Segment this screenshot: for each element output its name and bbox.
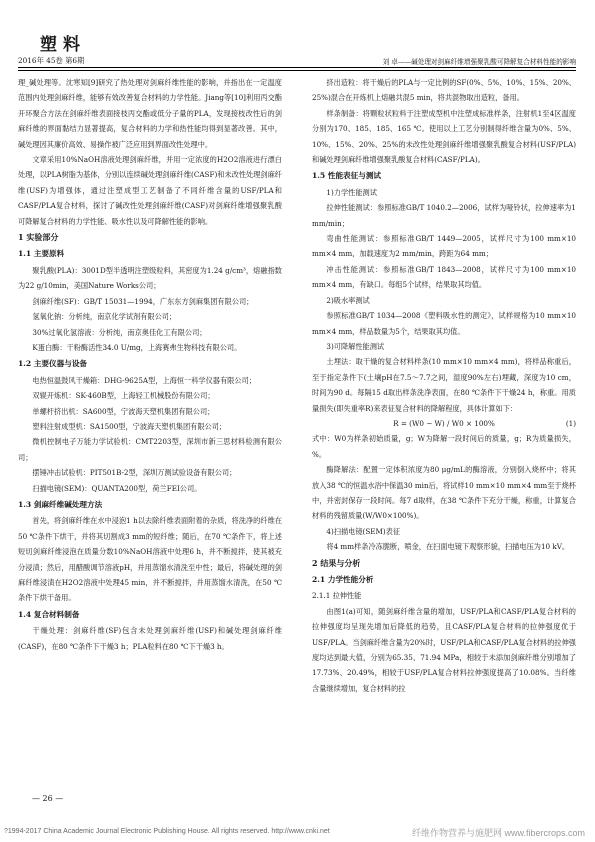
- section-heading: 1.4 复合材料制备: [18, 609, 80, 619]
- paragraph: 双辊开炼机：SK-460B型，上海轻工机械股份有限公司；: [32, 391, 215, 401]
- header-rule-thin: [18, 70, 576, 71]
- paragraph: 将4 mm样条冷冻脆断，喷金，在扫面电镜下观察形貌，扫描电压为10 kV。: [326, 542, 570, 552]
- paragraph: K蛋白酶：干粉酶活性34.0 U/mg，上海赛弗生物科技有限公司。: [32, 342, 242, 352]
- section-heading: 1 实验部分: [18, 232, 59, 243]
- section-heading: 2 结果与分析: [312, 557, 361, 568]
- paragraph: 扫描电镜(SEM)：QUANTA200型，荷兰FEI公司。: [32, 483, 202, 493]
- equation-number: (1): [565, 418, 576, 428]
- paragraph: 冲击性能测试：参照标准GB/T 1843—2008，试样尺寸为100 mm×10 mm×4 mm，有缺口。每组5个试样，结果取其均值。: [312, 264, 576, 290]
- journal-issue: 2016年 45卷 第6期: [18, 56, 85, 65]
- paragraph: 文章采用10%NaOH溶液处理剑麻纤维，并用一定浓度的H2O2溶液进行漂白处理，以PLA树脂为基体，分别以连续碱处理剑麻纤维(CASF)和未改性处理剑麻纤维(USF)为增强体，通过注塑成型工艺制备了不同纤维含量的USF/PLA和CASF/PLA复合材料，探讨了碱改性处理剑麻纤维(CASF)对剑麻纤维增强聚乳酸可降解复合材料的力学性能、吸水性以及可降解性能的影响。: [18, 155, 282, 226]
- paragraph: 首先，将剑麻纤维在水中浸泡1 h以去除纤维表面附着的杂质，将洗净的纤维在50 ℃条件下烘干，并将其切割成3 mm的短纤维；随后，在70 ℃条件下，将上述短切剑麻纤维浸泡在质量分数10%NaOH溶液中处理6 h，并不断搅拌，使其被充分浸渍；然后，用醋酸调节溶液pH，并用蒸馏水清洗至中性；最后，将碱处理的剑麻纤维浸渍在H2O2溶液中处理45 min，并不断搅拌，并用蒸馏水清洗，在50 ℃条件下烘干备用。: [18, 516, 282, 603]
- equation-body: R = (W0 − W) / W0 × 100%: [393, 418, 495, 428]
- journal-name: 塑料: [40, 35, 86, 55]
- paragraph: 酶降解法：配置一定体积浓度为80 μg/mL的酶溶液，分别倒入烧杯中；将其放入38 ℃的恒温水浴中保温30 min后，将试样10 mm×10 mm×4 mm至于烧杯中，并密封保存一段时间。每7 d取样，在38 ℃条件下充分干燥，称重，计算复合材料的残留质量(W/W0×100%)。: [312, 465, 576, 521]
- paragraph: 参照标准GB/T 1034—2008《塑料吸水性的测定》，试样规格为10 mm×10 mm×4 mm，样品数量为5个，结果取其均值。: [312, 311, 576, 336]
- paragraph: 聚乳酸(PLA)：3001D型半透明注塑级粒料，其密度为1.24 g/cm³，熔融指数为22 g/10min，美国Nature Works公司；: [18, 265, 282, 291]
- paragraph: 4)扫描电镜(SEM)表征: [326, 526, 401, 536]
- paragraph: 干燥处理：剑麻纤维(SF)包含未处理剑麻纤维(USF)和碱处理剑麻纤维(CASF)，在80 ℃条件下干燥3 h；PLA粒料在80 ℃下干燥3 h。: [18, 626, 282, 651]
- equation: [312, 416, 576, 431]
- paragraph: 挤出造粒：将干燥后的PLA与一定比例的SF(0%、5%、10%、15%、20%、25%)混合在开炼机上熔融共混5 min，将共混物取出造粒，备用。: [312, 78, 576, 103]
- paragraph: 30%过氧化氢溶液：分析纯，南京奥佳化工有限公司；: [32, 327, 207, 337]
- paragraph: 剑麻纤维(SF)：GB/T 15031—1994，广东东方剑麻集团有限公司；: [32, 296, 254, 306]
- paragraph: 塑料注射成型机：SA1500型，宁波海天塑机集团有限公司；: [32, 421, 227, 431]
- paragraph: 式中：W0为样条初始质量，g；W为降解一段时间后的质量，g；R为质量损失，%。: [312, 434, 576, 459]
- paragraph: 3)可降解性能测试: [326, 341, 385, 351]
- left-column: [18, 75, 282, 654]
- paragraph: 由图1(a)可知，随剑麻纤维含量的增加，USF/PLA和CASF/PLA复合材料的拉伸强度均呈现先增加后降低的趋势，且CASF/PLA复合材料的拉伸强度优于USF/PLA。当剑麻纤维含量为20%时，USF/PLA和CASF/PLA复合材料的拉伸强度均达到最大值，分别为65.35、71.94 MPa，相较于未添加剑麻纤维分别增加了17.73%、20.49%，相较于USF/PLA复合材料拉伸强度提高了10.08%。当纤维含量继续增加，复合材料的拉: [312, 606, 576, 693]
- paragraph: 土埋法：取干燥的复合材料样条(10 mm×10 mm×4 mm)，将样品称重后，至于指定条件下(土壤pH在7.5～7.7之间，湿度90%左右)埋藏，深度为10 cm，时间为90 d。每隔15 d取出样条洗净表面，在80 ℃条件下干燥24 h，称重。用质量损失(即失重率R)来表征复合材料的降解程度，具体计算如下：: [312, 357, 576, 413]
- paragraph: 电热恒温鼓风干燥箱：DHG-9625A型，上海恒一科学仪器有限公司；: [32, 375, 256, 385]
- section-heading: 1.2 主要仪器与设备: [18, 359, 88, 369]
- section-heading: 2.1 力学性能分析: [312, 575, 374, 584]
- paragraph: 拉伸性能测试：参照标准GB/T 1040.2—2006，试样为哑铃状，拉伸速率为1 mm/min；: [312, 203, 576, 228]
- page-number: — 26 —: [32, 794, 64, 803]
- section-heading: 1.3 剑麻纤维碱处理方法: [18, 499, 103, 509]
- paragraph: 理_碱处理等。沈寒知[9]研究了热处理对剑麻纤维性能的影响，并指出在一定温度范围内处理剑麻纤维，能够有效改善复合材料的力学性能。Jiang等[10]利用丙交酯开环聚合方法在剑麻纤维表面接枝丙交酯或低分子量的PLA，发现接枝改性后的剑麻纤维的界面黏结力显著提高，复合材料的力学和热性能均得到显著改善。其中，碱处理因其廉价高效、易操作被广泛应用到界面改性处理中。: [18, 78, 282, 149]
- copyright-footer: ?1994-2017 China Academic Journal Electronic Publishing House. All rights reserved. http://www.cnki.net: [4, 828, 330, 835]
- section-heading: 1.5 性能表征与测试: [312, 171, 382, 181]
- right-column: [312, 75, 576, 696]
- paragraph: 2.1.1 拉伸性能: [312, 591, 362, 601]
- watermark: 纤维作物营养与施肥网 www.fibercrops.com: [411, 828, 585, 838]
- paragraph: 摆锤冲击试验机：PIT501B-2型，深圳万测试验设备有限公司；: [32, 468, 237, 478]
- section-heading: 1.1 主要原料: [18, 249, 65, 259]
- running-title: 刘 卓——碱处理对剑麻纤维增强聚乳酸可降解复合材料性能的影响: [382, 58, 576, 66]
- paragraph: 1)力学性能测试: [326, 187, 377, 197]
- paragraph: 样条制备：将颗粒状粒料于注塑成型机中注塑成标准样条，注射机1至4区温度分别为170、185、185、165 ℃。使用以上工艺分别制得纤维含量为0%、5%、10%、15%、20%、25%的未改性处理剑麻纤维增强聚乳酸复合材料(USF/PLA)和碱处理剑麻纤维增强聚乳酸复合材料(CASF/PLA)。: [312, 108, 576, 165]
- paragraph: 氢氧化钠：分析纯，南京化学试剂有限公司；: [32, 312, 177, 322]
- paragraph: 弯曲性能测试：参照标准GB/T 1449—2005，试样尺寸为100 mm×10 mm×4 mm，加载速度为2 mm/min，跨距为64 mm；: [312, 234, 576, 259]
- paragraph: 微机控制电子万能力学试验机：CMT2203型，深圳市新三思材料检测有限公司；: [18, 437, 282, 462]
- header-rule-thick: [18, 67, 576, 68]
- paragraph: 2)吸水率测试: [326, 295, 370, 305]
- paragraph: 单螺杆挤出机：SA600型，宁波海天塑机集团有限公司；: [32, 406, 215, 416]
